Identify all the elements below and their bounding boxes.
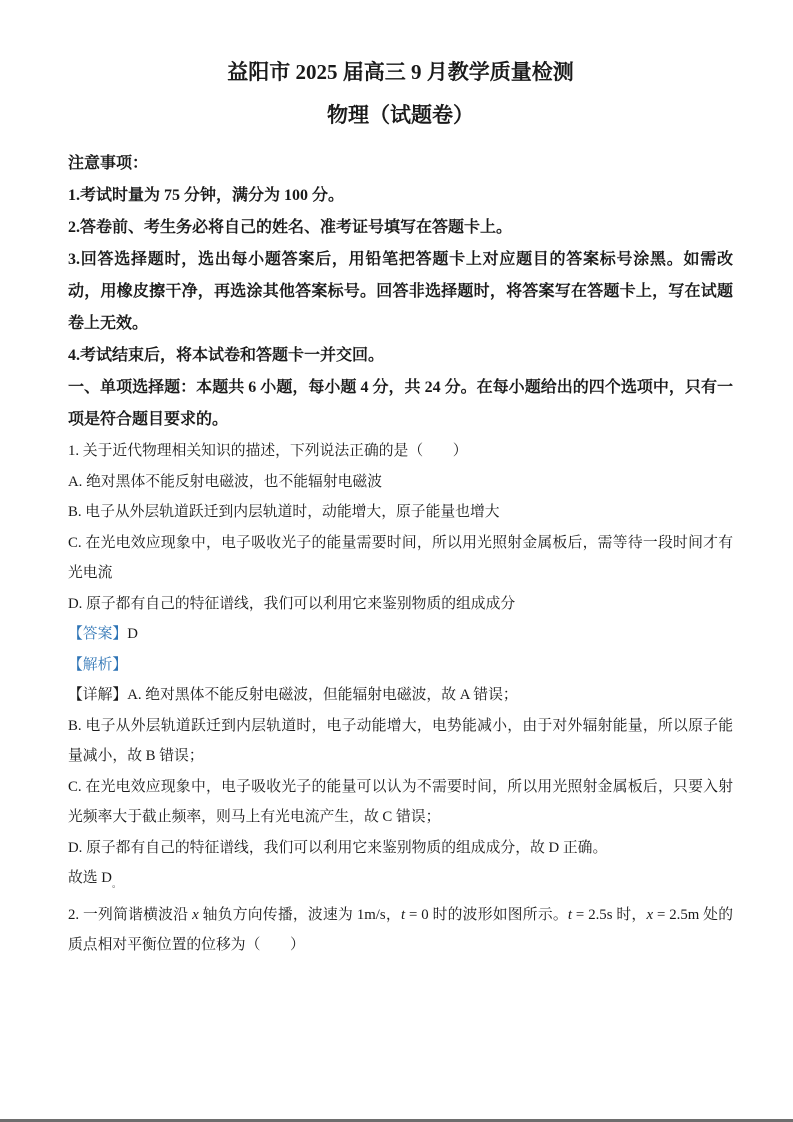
question-1-stem: 1. 关于近代物理相关知识的描述，下列说法正确的是（ ）	[68, 443, 468, 459]
conclusion-period: 。	[111, 879, 121, 889]
analysis-line	[68, 650, 733, 681]
conclusion-line	[68, 863, 733, 900]
detail-line-b: B. 电子从外层轨道跃迁到内层轨道时，电子动能增大，电势能减小，由于对外辐射能量，所以原子能量减小，故 B 错误；	[68, 717, 733, 764]
q2-variable-t1: t	[400, 906, 406, 923]
question-1-option-d: D. 原子都有自己的特征谱线，我们可以利用它来鉴别物质的组成成分	[68, 595, 516, 612]
detail-line-d: D. 原子都有自己的特征谱线，我们可以利用它来鉴别物质的组成成分，故 D 正确。	[68, 839, 608, 856]
q2-seg-2: 轴负方向传播，波速为 1m/s，	[198, 906, 401, 923]
q2-variable-t2: t	[567, 906, 572, 923]
q2-variable-x1: x	[192, 906, 199, 923]
answer-value: D	[127, 626, 138, 642]
document-subtitle: 物理（试题卷）	[327, 103, 474, 127]
document-title: 益阳市 2025 届高三 9 月教学质量检测	[227, 60, 574, 84]
question-2-stem	[68, 900, 733, 961]
q2-seg-1: 2. 一列简谐横波沿	[68, 906, 193, 923]
notice-item-4: 4.考试结束后，将本试卷和答题卡一并交回。	[68, 347, 385, 364]
notice-item-2: 2.答卷前、考生务必将自己的姓名、准考证号填写在答题卡上。	[68, 219, 513, 236]
q2-variable-x2: x	[646, 906, 654, 923]
q2-seg-4: = 2.5s 时，	[572, 906, 647, 923]
conclusion-text: 故选 D	[68, 870, 112, 886]
answer-line	[68, 619, 733, 650]
notice-item-1: 1.考试时量为 75 分钟，满分为 100 分。	[68, 187, 345, 204]
question-1-option-b: B. 电子从外层轨道跃迁到内层轨道时，动能增大，原子能量也增大	[68, 504, 500, 520]
q2-seg-5: = 2.5m 处的质点相对平衡位置的位移为（ ）	[68, 906, 734, 953]
section-heading: 一、单项选择题：本题共 6 小题，每小题 4 分，共 24 分。在每小题给出的四个选项中，只有一项是符合题目要求的。	[68, 379, 733, 428]
detail-line-c: C. 在光电效应现象中，电子吸收光子的能量可以认为不需要时间，所以用光照射金属板后，只要入射光频率大于截止频率，则马上有光电流产生，故 C 错误；	[68, 778, 733, 825]
analysis-label: 【解析】	[68, 656, 128, 673]
question-1-option-a: A. 绝对黑体不能反射电磁波，也不能辐射电磁波	[68, 473, 383, 490]
notice-heading: 注意事项：	[68, 155, 149, 172]
answer-label: 【答案】	[68, 626, 128, 642]
detail-label: 【详解】	[68, 687, 128, 703]
detail-line-a	[68, 680, 733, 711]
detail-a-text: A. 绝对黑体不能反射电磁波，但能辐射电磁波，故 A 错误；	[127, 687, 518, 703]
question-1-option-c: C. 在光电效应现象中，电子吸收光子的能量需要时间，所以用光照射金属板后，需等待一段时间才有光电流	[68, 534, 733, 581]
q2-seg-3: = 0 时的波形如图所示。	[405, 906, 568, 923]
notice-item-3: 3.回答选择题时，选出每小题答案后，用铅笔把答题卡上对应题目的答案标号涂黑。如需改动，用橡皮擦干净，再选涂其他答案标号。回答非选择题时，将答案写在答题卡上，写在试题卷上无效。	[68, 251, 733, 332]
